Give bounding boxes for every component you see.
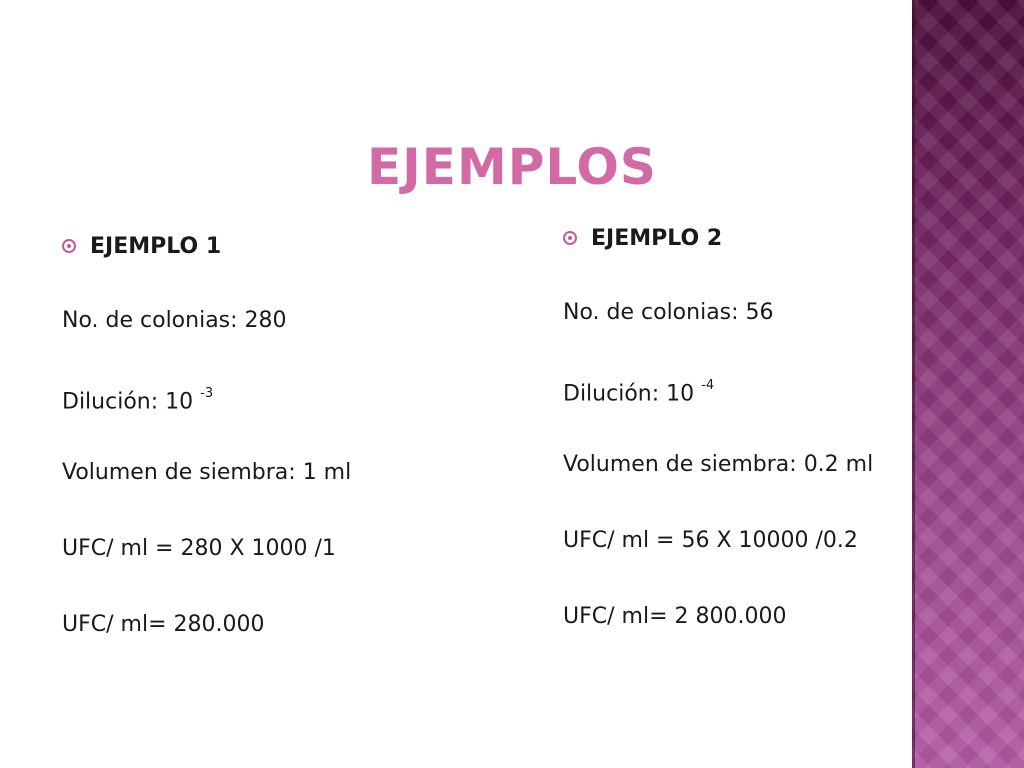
example-2-volumen: Volumen de siembra: 0.2 ml xyxy=(563,452,874,477)
example-2-dilucion xyxy=(563,370,873,408)
bullet-icon xyxy=(62,239,76,253)
bullet-icon xyxy=(563,231,577,245)
example-1-heading xyxy=(62,228,351,264)
example-2-heading xyxy=(563,220,873,256)
example-1-volumen: Volumen de siembra: 1 ml xyxy=(62,460,352,485)
example-2-result: UFC/ ml= 2 800.000 xyxy=(563,604,787,629)
example-1-heading-text: EJEMPLO 1 xyxy=(90,233,222,259)
example-2-formula: UFC/ ml = 56 X 10000 /0.2 xyxy=(563,528,858,553)
decorative-side-band xyxy=(912,0,1024,768)
example-2-heading-text: EJEMPLO 2 xyxy=(591,225,723,251)
example-2-colonias: No. de colonias: 56 xyxy=(563,300,774,325)
example-2-dilucion-exponent: -4 xyxy=(701,378,715,393)
example-1-dilucion xyxy=(62,378,351,416)
example-1-dilucion-exponent: -3 xyxy=(200,386,214,401)
slide-title: EJEMPLOS xyxy=(367,138,657,196)
example-2-dilucion-base: Dilución: 10 xyxy=(563,381,695,407)
example-1-formula: UFC/ ml = 280 X 1000 /1 xyxy=(62,536,336,561)
example-1-column xyxy=(62,228,351,644)
example-1-dilucion-base: Dilución: 10 xyxy=(62,389,194,415)
example-1-colonias: No. de colonias: 280 xyxy=(62,308,287,333)
example-2-column xyxy=(563,220,873,636)
example-1-result: UFC/ ml= 280.000 xyxy=(62,612,265,637)
